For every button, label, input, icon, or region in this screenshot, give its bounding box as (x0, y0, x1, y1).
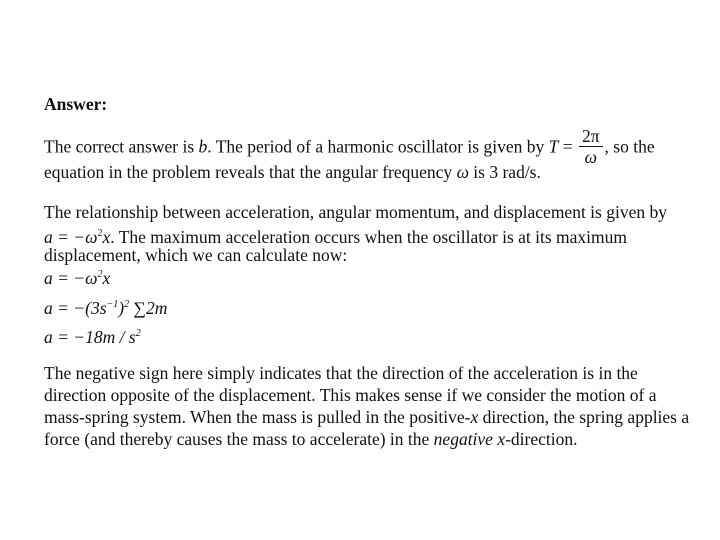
text: mass-spring system. When the mass is pulled in the positive- (44, 407, 471, 427)
formula-x: x (102, 227, 111, 247)
eq-exponent: 2 (135, 328, 141, 339)
formula: a = −ω (44, 227, 98, 247)
eq-part: ∑2m (129, 298, 168, 318)
eq-part: a = −(3s (44, 298, 107, 318)
text: direction, the spring applies a (478, 407, 690, 427)
text: The correct answer is (44, 136, 199, 157)
equation-2 (44, 295, 167, 318)
equation-1 (44, 265, 110, 288)
eq-part: a = −18m / s (44, 327, 136, 347)
formula-exponent: 2 (97, 228, 103, 239)
negative-x-emphasis: negative x (433, 429, 506, 449)
math-omega: ω (456, 162, 469, 182)
answer-heading: Answer: (44, 94, 108, 114)
text: , so the (604, 136, 655, 157)
paragraph-3-line-3 (44, 407, 689, 427)
text: = (558, 136, 577, 157)
equation-3 (44, 324, 141, 347)
eq-exponent: −1 (106, 299, 119, 310)
paragraph-3-line-2: direction opposite of the displacement. This makes sense if we consider the motion of a (44, 385, 657, 405)
paragraph-3-line-1: The negative sign here simply indicates that the direction of the acceleration is in the (44, 363, 638, 383)
text: -direction. (505, 429, 578, 449)
paragraph-3-line-4 (44, 429, 578, 449)
text: equation in the problem reveals that the angular frequency (44, 162, 457, 182)
fraction-numerator: 2π (579, 126, 603, 147)
paragraph-2-line-3: displacement, which we can calculate now: (44, 245, 348, 265)
eq-part: a = −ω (44, 268, 98, 288)
fraction-denominator: ω (584, 147, 597, 167)
text: . The period of a harmonic oscillator is given by (207, 136, 549, 157)
math-x: x (470, 407, 479, 427)
eq-part: ) (118, 298, 125, 318)
eq-exponent: 2 (124, 299, 130, 310)
eq-part: x (102, 268, 111, 288)
text: . The maximum acceleration occurs when the oscillator is at its maximum (110, 227, 628, 247)
paragraph-2-line-2 (44, 224, 627, 247)
answer-letter: b (198, 136, 208, 157)
eq-exponent: 2 (97, 269, 103, 280)
paragraph-1-line-2 (44, 162, 541, 182)
math-T: T (548, 136, 559, 157)
paragraph-2-line-1: The relationship between acceleration, angular momentum, and displacement is given by (44, 202, 667, 222)
period-fraction (579, 126, 603, 167)
text: is 3 rad/s. (468, 162, 541, 182)
text: force (and thereby causes the mass to accelerate) in the (44, 429, 434, 449)
